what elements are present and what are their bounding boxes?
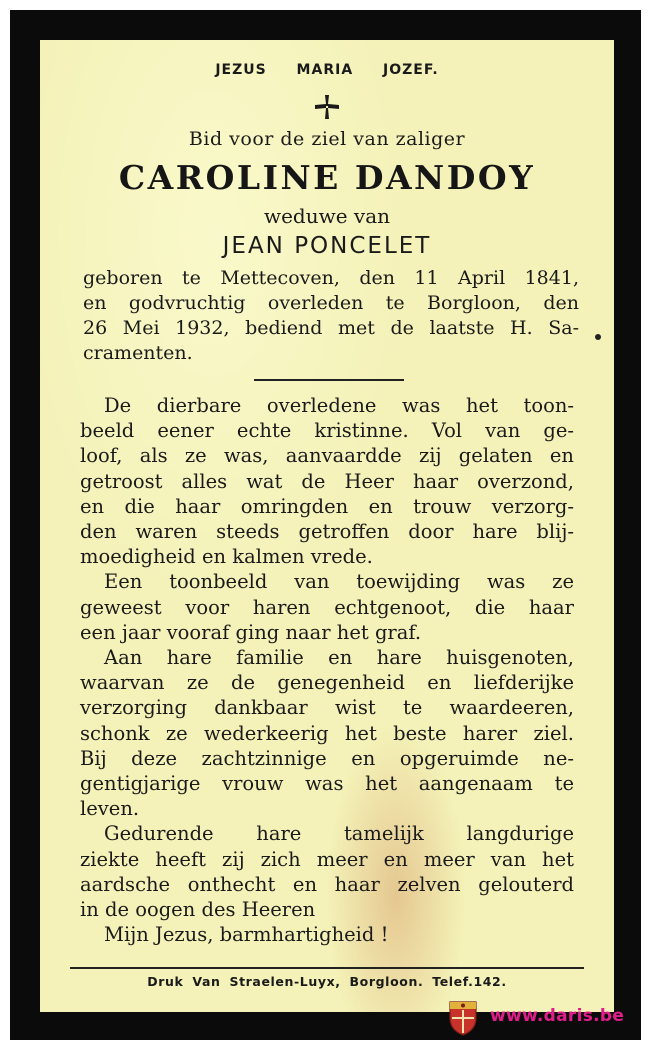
bio-line: en godvruchtig overleden te Borgloon, den xyxy=(83,292,579,314)
eulogy-line: beeld eener echte kristinne. Vol van ge- xyxy=(80,419,574,443)
eulogy-line: geweest voor haren echtgenoot, die haar xyxy=(80,595,574,619)
eulogy-line: loof, als ze was, aanvaardde zij gelaten en xyxy=(80,444,574,468)
eulogy-line: in de oogen des Heeren xyxy=(80,898,316,922)
eulogy-line: en die haar omringden en trouw verzorg- xyxy=(80,494,574,518)
card-header: JEZUS MARIA JOZEF. xyxy=(215,62,439,78)
section-divider xyxy=(254,379,404,381)
biography-paragraph xyxy=(83,266,579,366)
eulogy-closing-prayer: Mijn Jezus, barmhartigheid ! xyxy=(104,923,389,947)
eulogy-line: ziekte heeft zij zich meer en meer van het xyxy=(80,847,574,871)
footer-rule xyxy=(70,967,584,969)
eulogy-line: een jaar vooraf ging naar het graf. xyxy=(80,620,422,644)
bio-line: geboren te Mettecoven, den 11 April 1841, xyxy=(83,267,579,289)
eulogy-line: gentigjarige vrouw was het aangenaam te xyxy=(80,772,574,796)
relation-text: weduwe van xyxy=(263,204,391,228)
eulogy-line: den waren steeds getroffen door hare blij- xyxy=(80,520,574,544)
memorial-card xyxy=(40,40,614,1012)
cross-icon xyxy=(314,94,340,120)
eulogy-line: verzorging dankbaar wist te waardeeren, xyxy=(80,696,574,720)
husband-name: JEAN PONCELET xyxy=(222,233,432,259)
daris-shield-logo xyxy=(448,998,478,1036)
eulogy-line: De dierbare overledene was het toon- xyxy=(104,394,574,417)
eulogy-line: Gedurende hare tamelijk langdurige xyxy=(104,822,574,846)
eulogy-line: getroost alles wat de Heer haar overzond, xyxy=(80,469,574,493)
printer-credit: Druk Van Straelen-Luyx, Borgloon. Telef.142. xyxy=(147,974,507,989)
eulogy-line: Bij deze zachtzinnige en opgeruimde ne- xyxy=(80,746,574,770)
deceased-name: CAROLINE DANDOY xyxy=(118,158,536,197)
bio-line: 26 Mei 1932, bediend met de laatste H. Sa- xyxy=(83,317,579,339)
eulogy-text xyxy=(80,393,574,947)
bio-line: cramenten. xyxy=(83,342,193,364)
eulogy-line: waarvan ze de genegenheid en liefderijke xyxy=(80,671,574,695)
eulogy-line: schonk ze wederkeerig het beste harer ziel. xyxy=(80,721,574,745)
ink-dot xyxy=(595,334,601,340)
invocation-text: Bid voor de ziel van zaliger xyxy=(188,128,466,150)
eulogy-line: moedigheid en kalmen vrede. xyxy=(80,545,373,569)
website-watermark[interactable]: www.daris.be xyxy=(490,1006,625,1026)
eulogy-line: Aan hare familie en hare huisgenoten, xyxy=(104,646,574,670)
eulogy-line: aardsche onthecht en haar zelven gelouterd xyxy=(80,872,574,896)
eulogy-line: Een toonbeeld van toewijding was ze xyxy=(104,570,574,594)
eulogy-line: leven. xyxy=(80,797,140,821)
